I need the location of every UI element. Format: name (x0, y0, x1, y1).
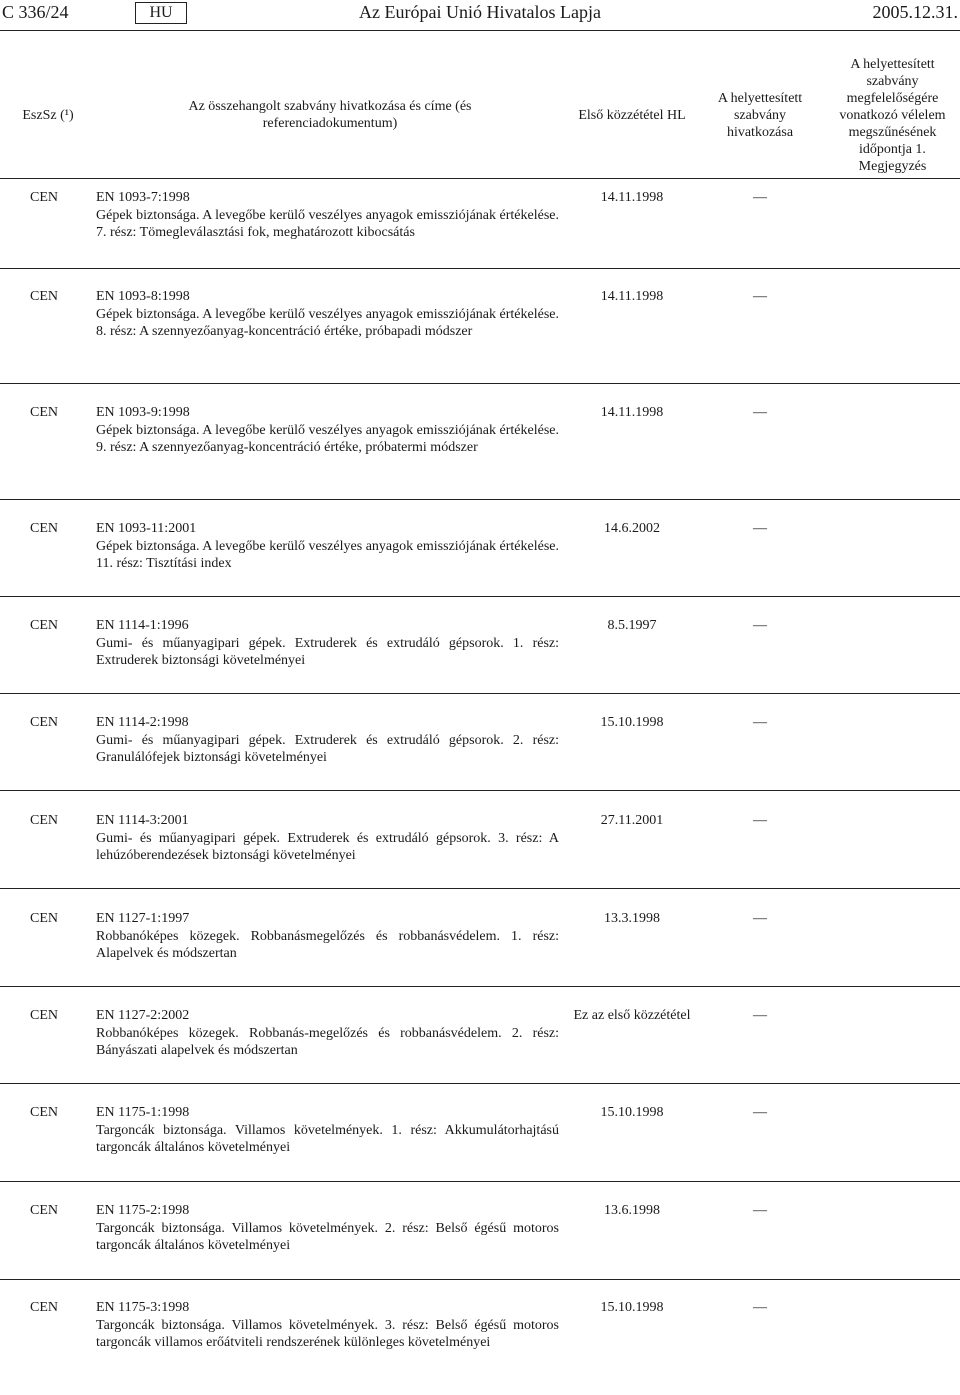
replaced-standard: — (753, 521, 767, 536)
standard-reference (96, 520, 559, 573)
standard-title: Gépek biztonsága. A levegőbe kerülő veszélyes anyagok emissziójának értékelése. 7. rész: Tömegleválasztási fok, meghatározott kibocsátás (96, 207, 559, 240)
col-header-esz: EszSz (¹) (22, 107, 74, 123)
first-publication-date: 13.3.1998 (604, 911, 660, 926)
standards-org: CEN (30, 190, 58, 205)
standard-title: Gumi- és műanyagipari gépek. Extruderek és extrudáló gépsorok. 2. rész: Granulálófejek biztonsági követelményei (96, 732, 559, 765)
standards-org: CEN (30, 1300, 58, 1315)
row-divider (0, 1181, 960, 1182)
standard-number: EN 1093-11:2001 (96, 521, 197, 536)
standard-reference (96, 1007, 559, 1060)
standard-reference (96, 910, 559, 963)
standard-reference (96, 812, 559, 865)
standard-title: Robbanóképes közegek. Robbanás-megelőzés és robbanásvédelem. 2. rész: Bányászati alapelvek és módszertan (96, 1025, 559, 1058)
first-publication-date: 8.5.1997 (607, 618, 657, 633)
standard-title: Targoncák biztonsága. Villamos követelmények. 1. rész: Akkumulátorhajtású targoncák általános követelményei (96, 1122, 559, 1155)
standard-title: Gépek biztonsága. A levegőbe kerülő veszélyes anyagok emissziójának értékelése. 11. rész: Tisztítási index (96, 538, 559, 571)
col-header-standard: Az összehangolt szabvány hivatkozása és címe (és referenciadokumentum) (188, 99, 472, 131)
table-header-rule (0, 178, 960, 179)
row-divider (0, 596, 960, 597)
row-divider (0, 986, 960, 987)
first-publication-date: 13.6.1998 (604, 1203, 660, 1218)
replaced-standard: — (753, 911, 767, 926)
replaced-standard: — (753, 289, 767, 304)
replaced-standard: — (753, 1300, 767, 1315)
row-divider (0, 693, 960, 694)
first-publication-date: 14.6.2002 (604, 521, 660, 536)
language-badge: HU (135, 2, 187, 24)
standard-number: EN 1093-9:1998 (96, 405, 190, 420)
standards-org: CEN (30, 618, 58, 633)
replaced-standard: — (753, 813, 767, 828)
standard-title: Gumi- és műanyagipari gépek. Extruderek és extrudáló gépsorok. 1. rész: Extruderek biztonsági követelményei (96, 635, 559, 668)
replaced-standard: — (753, 1008, 767, 1023)
standards-org: CEN (30, 521, 58, 536)
standard-title: Robbanóképes közegek. Robbanásmegelőzés és robbanásvédelem. 1. rész: Alapelvek és módszertan (96, 928, 559, 961)
first-publication-date: 27.11.2001 (600, 813, 664, 828)
col-header-replaced: A helyettesített szabvány hivatkozása (717, 90, 803, 140)
issue-date: 2005.12.31. (872, 2, 958, 22)
first-publication-date: 14.11.1998 (600, 405, 664, 420)
standards-org: CEN (30, 1203, 58, 1218)
standard-reference (96, 288, 559, 341)
standards-org: CEN (30, 289, 58, 304)
standard-reference (96, 1299, 559, 1352)
col-header-cessation: A helyettesített szabvány megfelelőségére vonatkozó vélelem megszűnésének időpontja 1. Megjegyzés (839, 56, 946, 174)
row-divider (0, 790, 960, 791)
first-publication-date: 15.10.1998 (600, 1300, 664, 1315)
replaced-standard: — (753, 1105, 767, 1120)
replaced-standard: — (753, 190, 767, 205)
header-rule (0, 30, 960, 31)
row-divider (0, 383, 960, 384)
first-publication-date: 15.10.1998 (600, 715, 664, 730)
row-divider (0, 1083, 960, 1084)
standards-org: CEN (30, 715, 58, 730)
standard-reference (96, 189, 559, 242)
row-divider (0, 268, 960, 269)
replaced-standard: — (753, 618, 767, 633)
standard-number: EN 1175-3:1998 (96, 1300, 190, 1315)
first-publication-date: 15.10.1998 (600, 1105, 664, 1120)
journal-title: Az Európai Unió Hivatalos Lapja (359, 2, 601, 22)
standard-number: EN 1114-1:1996 (96, 618, 189, 633)
standard-number: EN 1114-3:2001 (96, 813, 189, 828)
standards-org: CEN (30, 813, 58, 828)
standards-org: CEN (30, 1105, 58, 1120)
standard-reference (96, 714, 559, 767)
row-divider (0, 888, 960, 889)
standard-reference (96, 617, 559, 670)
standard-number: EN 1127-2:2002 (96, 1008, 190, 1023)
standard-title: Gépek biztonsága. A levegőbe kerülő veszélyes anyagok emissziójának értékelése. 8. rész: A szennyezőanyag-koncentráció értéke, próbapadi módszer (96, 306, 559, 339)
first-publication-date: Ez az első közzététel (573, 1008, 691, 1023)
row-divider (0, 499, 960, 500)
standards-org: CEN (30, 911, 58, 926)
replaced-standard: — (753, 1203, 767, 1218)
replaced-standard: — (753, 405, 767, 420)
first-publication-date: 14.11.1998 (600, 190, 664, 205)
standard-number: EN 1127-1:1997 (96, 911, 190, 926)
standard-reference (96, 404, 559, 457)
row-divider (0, 1279, 960, 1280)
standards-org: CEN (30, 1008, 58, 1023)
standard-number: EN 1114-2:1998 (96, 715, 189, 730)
standard-number: EN 1175-1:1998 (96, 1105, 190, 1120)
col-header-first-pub: Első közzététel HL (578, 107, 686, 123)
standard-title: Gumi- és műanyagipari gépek. Extruderek és extrudáló gépsorok. 3. rész: A lehúzóberendezések biztonsági követelményei (96, 830, 559, 863)
standards-org: CEN (30, 405, 58, 420)
standard-number: EN 1093-7:1998 (96, 190, 190, 205)
standard-title: Targoncák biztonsága. Villamos követelmények. 3. rész: Belső égésű motoros targoncák villamos erőátviteli rendszerének különleges követelményei (96, 1317, 559, 1350)
standard-number: EN 1093-8:1998 (96, 289, 190, 304)
standard-reference (96, 1104, 559, 1157)
table-header (0, 54, 960, 176)
replaced-standard: — (753, 715, 767, 730)
standard-title: Gépek biztonsága. A levegőbe kerülő veszélyes anyagok emissziójának értékelése. 9. rész: A szennyezőanyag-koncentráció értéke, próbatermi módszer (96, 422, 559, 455)
standard-number: EN 1175-2:1998 (96, 1203, 190, 1218)
page-header (0, 0, 960, 26)
standard-title: Targoncák biztonsága. Villamos követelmények. 2. rész: Belső égésű motoros targoncák általános követelményei (96, 1220, 559, 1253)
page-reference: C 336/24 (2, 2, 69, 22)
first-publication-date: 14.11.1998 (600, 289, 664, 304)
standard-reference (96, 1202, 559, 1255)
